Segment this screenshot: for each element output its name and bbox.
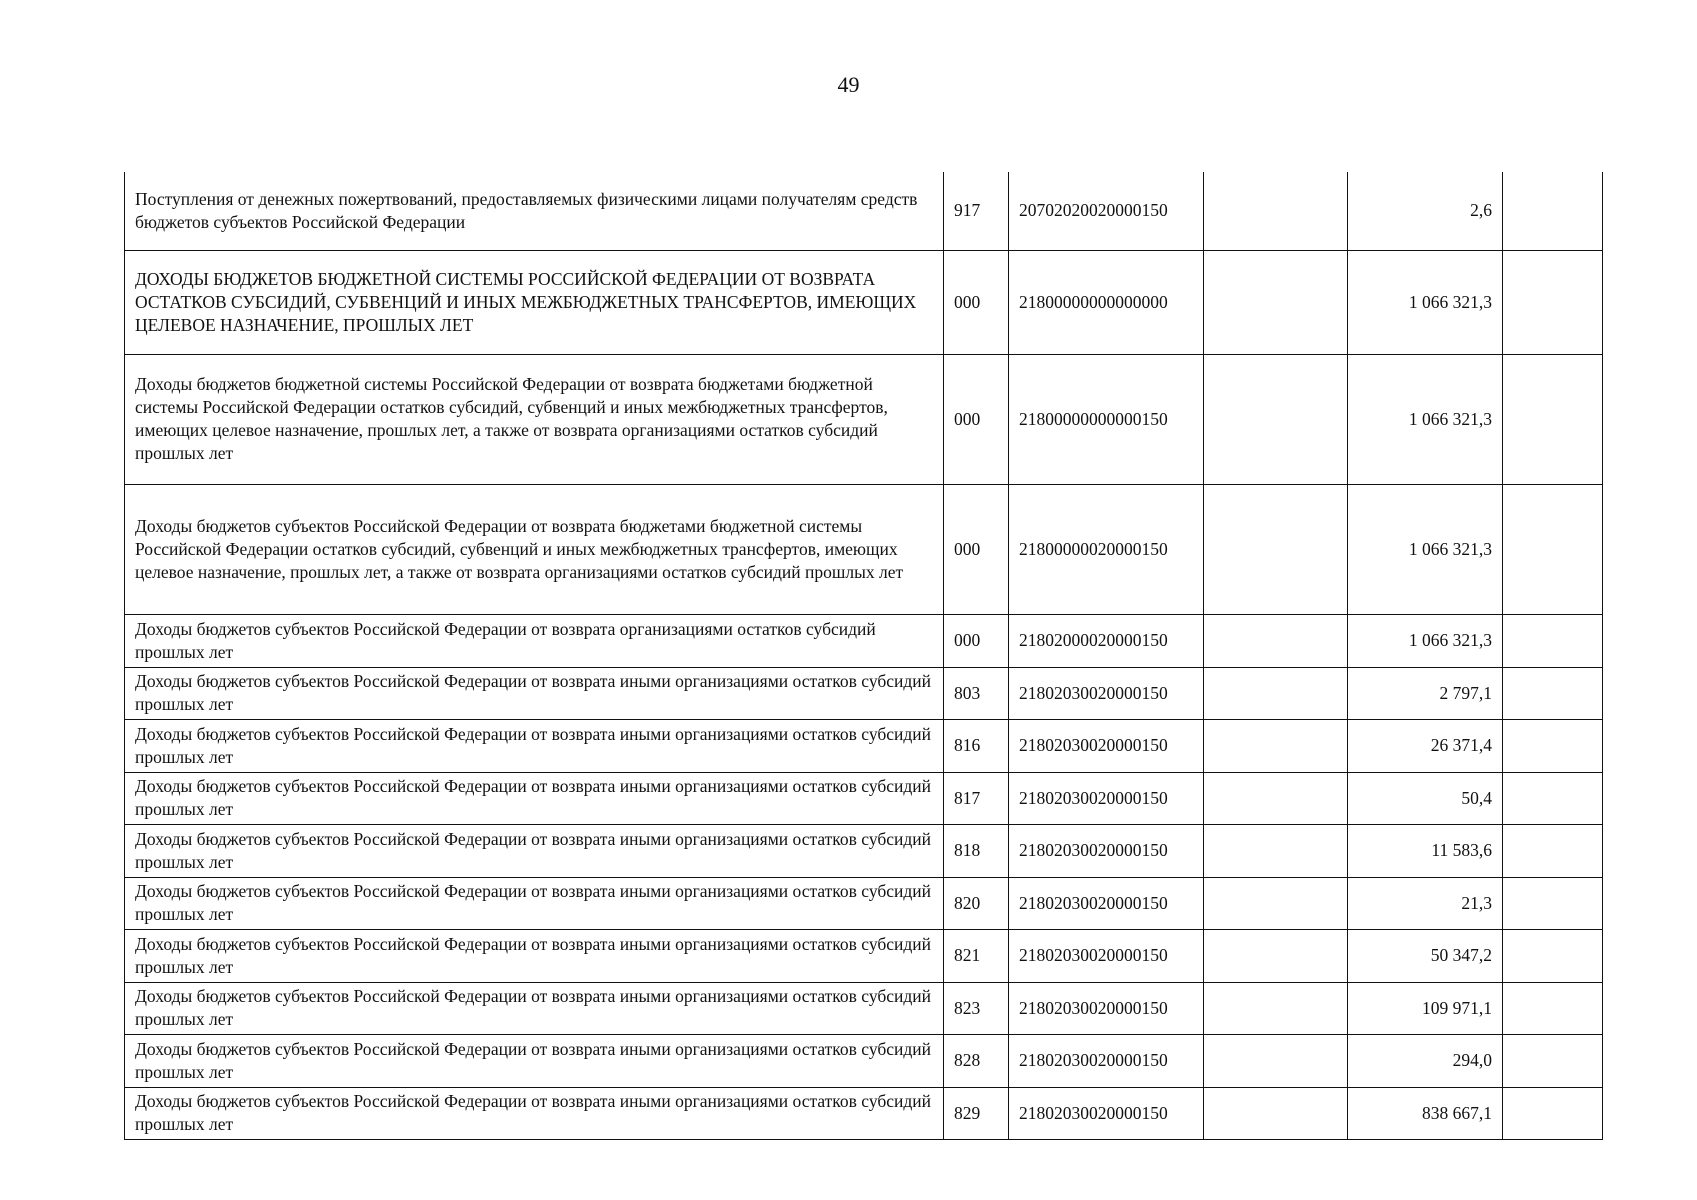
budget-code-cell: 21800000000000000 (1009, 250, 1204, 354)
table-row (125, 1034, 1603, 1087)
empty-cell (1503, 982, 1603, 1034)
empty-cell (1503, 667, 1603, 719)
amount-cell: 2 797,1 (1348, 667, 1503, 719)
revenue-table (124, 172, 1603, 1140)
budget-code-cell: 21802030020000150 (1009, 982, 1204, 1034)
revenue-name-cell: ДОХОДЫ БЮДЖЕТОВ БЮДЖЕТНОЙ СИСТЕМЫ РОССИЙСКОЙ ФЕДЕРАЦИИ ОТ ВОЗВРАТА ОСТАТКОВ СУБСИДИЙ, СУБВЕНЦИЙ И ИНЫХ МЕЖБЮДЖЕТНЫХ ТРАНСФЕРТОВ, ИМЕЮЩИХ ЦЕЛЕВОЕ НАЗНАЧЕНИЕ, ПРОШЛЫХ ЛЕТ (125, 250, 944, 354)
table-row (125, 877, 1603, 929)
budget-code-cell: 21800000000000150 (1009, 354, 1204, 484)
table-row (125, 172, 1603, 250)
amount-cell: 1 066 321,3 (1348, 354, 1503, 484)
table-row (125, 667, 1603, 719)
table-row (125, 929, 1603, 982)
empty-cell (1503, 1034, 1603, 1087)
admin-code-cell: 000 (944, 250, 1009, 354)
amount-cell: 50 347,2 (1348, 929, 1503, 982)
empty-cell (1204, 614, 1348, 667)
revenue-name-cell: Доходы бюджетов субъектов Российской Федерации от возврата бюджетами бюджетной системы Российской Федерации остатков субсидий, субвенций и иных межбюджетных трансфертов, имеющих целевое назначение, прошлых лет, а также от возврата организациями остатков субсидий прошлых лет (125, 484, 944, 614)
empty-cell (1204, 667, 1348, 719)
empty-cell (1204, 250, 1348, 354)
empty-cell (1204, 824, 1348, 877)
admin-code-cell: 917 (944, 172, 1009, 250)
budget-code-cell: 21802030020000150 (1009, 772, 1204, 824)
revenue-name-cell: Доходы бюджетов субъектов Российской Федерации от возврата иными организациями остатков субсидий прошлых лет (125, 719, 944, 772)
revenue-name-cell: Доходы бюджетов бюджетной системы Российской Федерации от возврата бюджетами бюджетной системы Российской Федерации остатков субсидий, субвенций и иных межбюджетных трансфертов, имеющих целевое назначение, прошлых лет, а также от возврата организациями остатков субсидий прошлых лет (125, 354, 944, 484)
revenue-name-cell: Доходы бюджетов субъектов Российской Федерации от возврата иными организациями остатков субсидий прошлых лет (125, 877, 944, 929)
amount-cell: 50,4 (1348, 772, 1503, 824)
amount-cell: 1 066 321,3 (1348, 614, 1503, 667)
revenue-table-body (125, 172, 1603, 1139)
empty-cell (1503, 877, 1603, 929)
empty-cell (1503, 772, 1603, 824)
revenue-name-cell: Доходы бюджетов субъектов Российской Федерации от возврата иными организациями остатков субсидий прошлых лет (125, 667, 944, 719)
amount-cell: 294,0 (1348, 1034, 1503, 1087)
empty-cell (1503, 250, 1603, 354)
budget-code-cell: 21802030020000150 (1009, 1034, 1204, 1087)
admin-code-cell: 816 (944, 719, 1009, 772)
budget-code-cell: 21802030020000150 (1009, 667, 1204, 719)
amount-cell: 838 667,1 (1348, 1087, 1503, 1139)
empty-cell (1503, 719, 1603, 772)
revenue-name-cell: Доходы бюджетов субъектов Российской Федерации от возврата иными организациями остатков субсидий прошлых лет (125, 982, 944, 1034)
page-number: 49 (837, 72, 860, 97)
table-row (125, 484, 1603, 614)
admin-code-cell: 818 (944, 824, 1009, 877)
empty-cell (1204, 1087, 1348, 1139)
revenue-name-cell: Доходы бюджетов субъектов Российской Федерации от возврата иными организациями остатков субсидий прошлых лет (125, 772, 944, 824)
amount-cell: 21,3 (1348, 877, 1503, 929)
amount-cell: 1 066 321,3 (1348, 250, 1503, 354)
amount-cell: 11 583,6 (1348, 824, 1503, 877)
budget-code-cell: 21802000020000150 (1009, 614, 1204, 667)
amount-cell: 2,6 (1348, 172, 1503, 250)
empty-cell (1204, 929, 1348, 982)
amount-cell: 109 971,1 (1348, 982, 1503, 1034)
revenue-name-cell: Поступления от денежных пожертвований, предоставляемых физическими лицами получателям средств бюджетов субъектов Российской Федерации (125, 172, 944, 250)
admin-code-cell: 829 (944, 1087, 1009, 1139)
table-row (125, 772, 1603, 824)
budget-code-cell: 21802030020000150 (1009, 877, 1204, 929)
table-row (125, 614, 1603, 667)
budget-code-cell: 21802030020000150 (1009, 719, 1204, 772)
budget-code-cell: 21802030020000150 (1009, 824, 1204, 877)
empty-cell (1204, 484, 1348, 614)
table-row (125, 1087, 1603, 1139)
empty-cell (1204, 354, 1348, 484)
empty-cell (1204, 772, 1348, 824)
budget-code-cell: 21802030020000150 (1009, 929, 1204, 982)
empty-cell (1503, 614, 1603, 667)
admin-code-cell: 000 (944, 354, 1009, 484)
table-row (125, 354, 1603, 484)
budget-code-cell: 21800000020000150 (1009, 484, 1204, 614)
admin-code-cell: 817 (944, 772, 1009, 824)
revenue-name-cell: Доходы бюджетов субъектов Российской Федерации от возврата иными организациями остатков субсидий прошлых лет (125, 1087, 944, 1139)
revenue-name-cell: Доходы бюджетов субъектов Российской Федерации от возврата иными организациями остатков субсидий прошлых лет (125, 1034, 944, 1087)
empty-cell (1503, 484, 1603, 614)
revenue-name-cell: Доходы бюджетов субъектов Российской Федерации от возврата иными организациями остатков субсидий прошлых лет (125, 824, 944, 877)
empty-cell (1204, 172, 1348, 250)
table-row (125, 982, 1603, 1034)
empty-cell (1503, 929, 1603, 982)
table-row (125, 824, 1603, 877)
amount-cell: 1 066 321,3 (1348, 484, 1503, 614)
empty-cell (1204, 982, 1348, 1034)
table-row (125, 250, 1603, 354)
revenue-name-cell: Доходы бюджетов субъектов Российской Федерации от возврата организациями остатков субсидий прошлых лет (125, 614, 944, 667)
budget-code-cell: 21802030020000150 (1009, 1087, 1204, 1139)
table-row (125, 719, 1603, 772)
admin-code-cell: 000 (944, 614, 1009, 667)
admin-code-cell: 820 (944, 877, 1009, 929)
admin-code-cell: 823 (944, 982, 1009, 1034)
empty-cell (1503, 172, 1603, 250)
empty-cell (1204, 1034, 1348, 1087)
empty-cell (1204, 719, 1348, 772)
empty-cell (1503, 354, 1603, 484)
empty-cell (1503, 824, 1603, 877)
revenue-name-cell: Доходы бюджетов субъектов Российской Федерации от возврата иными организациями остатков субсидий прошлых лет (125, 929, 944, 982)
admin-code-cell: 821 (944, 929, 1009, 982)
amount-cell: 26 371,4 (1348, 719, 1503, 772)
admin-code-cell: 000 (944, 484, 1009, 614)
empty-cell (1204, 877, 1348, 929)
budget-code-cell: 20702020020000150 (1009, 172, 1204, 250)
empty-cell (1503, 1087, 1603, 1139)
admin-code-cell: 828 (944, 1034, 1009, 1087)
admin-code-cell: 803 (944, 667, 1009, 719)
